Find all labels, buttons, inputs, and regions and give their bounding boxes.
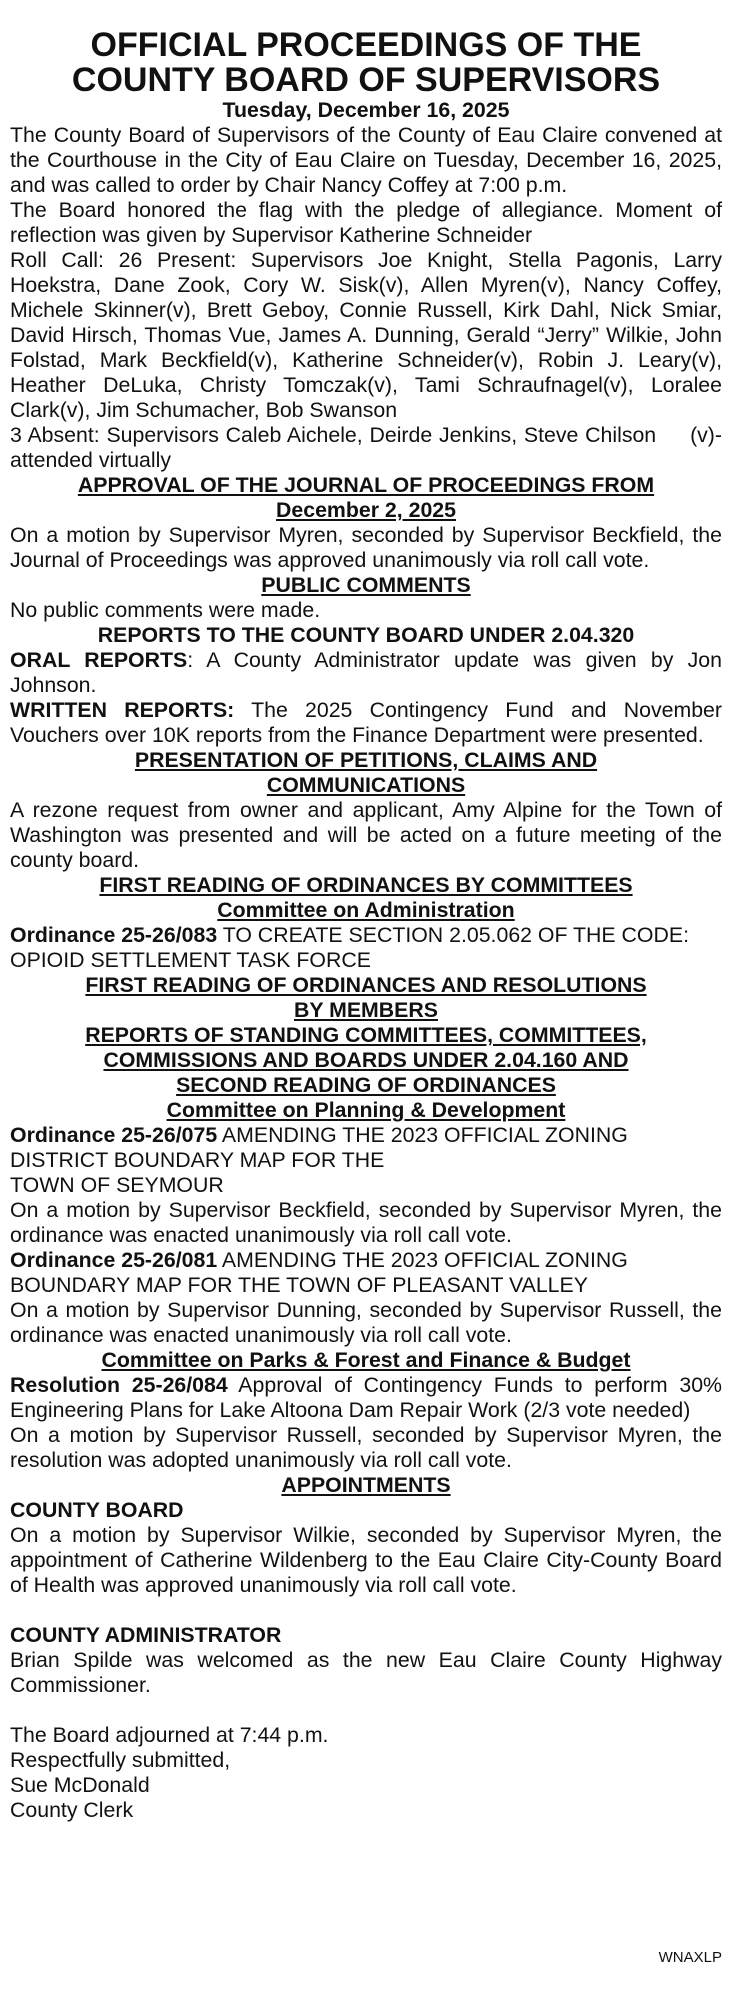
absent-paragraph [10, 423, 722, 473]
convene-paragraph: The County Board of Supervisors of the County of Eau Claire convened at the Courthouse in the City of Eau Claire on Tuesday, December 16, 2025, and was called to order by Chair Nancy Coffey at 7:00 p.m. [10, 123, 722, 197]
ordinance-083-text: TO CREATE SECTION 2.05.062 OF THE CODE: OPIOID SETTLEMENT TASK FORCE [10, 923, 689, 972]
resolution-084-motion: On a motion by Supervisor Russell, seconded by Supervisor Myren, the resolution was adopted unanimously via roll call vote. [10, 1423, 722, 1472]
county-administrator-subheading: COUNTY ADMINISTRATOR [10, 1623, 282, 1647]
ordinance-081-text: AMENDING THE 2023 OFFICIAL ZONING BOUNDARY MAP FOR THE TOWN OF PLEASANT VALLEY [10, 1248, 628, 1297]
reports-heading: REPORTS TO THE COUNTY BOARD UNDER 2.04.320 [97, 623, 635, 647]
first-reading-members-line-2: BY MEMBERS [294, 998, 438, 1022]
county-board-paragraph: On a motion by Supervisor Wilkie, seconded by Supervisor Myren, the appointment of Catherine Wildenberg to the Eau Claire City-County Board of Health was approved unanimously via roll call vote. [10, 1523, 722, 1597]
ordinance-083-number: Ordinance 25-26/083 [10, 923, 218, 947]
public-comments-heading: PUBLIC COMMENTS [261, 573, 471, 597]
county-board-subheading: COUNTY BOARD [10, 1498, 184, 1522]
petitions-paragraph: A rezone request from owner and applicant, Amy Alpine for the Town of Washington was presented and will be acted on a future meeting of the county board. [10, 798, 722, 872]
clerk-title: County Clerk [10, 1798, 134, 1822]
ordinance-083-paragraph [10, 923, 722, 973]
petitions-heading-line-2: COMMUNICATIONS [266, 773, 466, 797]
written-reports-text: The 2025 Contingency Fund and November Vouchers over 10K reports from the Finance Department were presented. [10, 698, 722, 747]
petitions-heading [10, 748, 722, 798]
adjourned-line: The Board adjourned at 7:44 p.m. [10, 1723, 329, 1747]
public-comments-paragraph: No public comments were made. [10, 598, 321, 622]
ordinance-075-paragraph [10, 1123, 722, 1198]
ordinance-081-number: Ordinance 25-26/081 [10, 1248, 218, 1272]
first-reading-members-line-1: FIRST READING OF ORDINANCES AND RESOLUTIONS [85, 973, 647, 997]
notice-title [10, 28, 722, 98]
committee-planning-heading: Committee on Planning & Development [166, 1098, 566, 1122]
resolution-084-text: Approval of Contingency Funds to perform 30% Engineering Plans for Lake Altoona Dam Repair Work (2/3 vote needed) [10, 1373, 722, 1422]
ordinance-081-motion: On a motion by Supervisor Dunning, seconded by Supervisor Russell, the ordinance was enacted unanimously via roll call vote. [10, 1298, 722, 1347]
spacer [10, 1598, 722, 1623]
county-administrator-paragraph: Brian Spilde was welcomed as the new Eau Claire County Highway Commissioner. [10, 1648, 722, 1697]
oral-reports-label: ORAL REPORTS [10, 648, 188, 672]
oral-reports-text: : A County Administrator update was given by Jon Johnson. [10, 648, 722, 697]
journal-heading-line-1: APPROVAL OF THE JOURNAL OF PROCEEDINGS FROM [77, 473, 655, 497]
absent-text: 3 Absent: Supervisors Caleb Aichele, Deirde Jenkins, Steve Chilson [10, 423, 657, 447]
ordinance-081-paragraph [10, 1248, 722, 1298]
resolution-084-number: Resolution 25-26/084 [10, 1373, 228, 1397]
journal-heading-line-2: December 2, 2025 [276, 498, 456, 522]
publication-code: WNAXLP [658, 1949, 722, 1966]
standing-committees-line-2: COMMISSIONS AND BOARDS UNDER 2.04.160 AND [103, 1048, 629, 1072]
spacer [10, 1698, 722, 1723]
respectfully-line: Respectfully submitted, [10, 1748, 231, 1772]
clerk-name: Sue McDonald [10, 1773, 150, 1797]
standing-committees-line-1: REPORTS OF STANDING COMMITTEES, COMMITTEES, [85, 1023, 647, 1047]
ordinance-075-text: AMENDING THE 2023 OFFICIAL ZONING DISTRICT BOUNDARY MAP FOR THE [10, 1123, 628, 1172]
written-reports-paragraph [10, 698, 722, 748]
ordinance-075-number: Ordinance 25-26/075 [10, 1123, 218, 1147]
title-line-2: COUNTY BOARD OF SUPERVISORS [71, 61, 661, 99]
appointments-heading: APPOINTMENTS [281, 1473, 451, 1497]
oral-reports-paragraph [10, 648, 722, 698]
pledge-paragraph: The Board honored the flag with the pledge of allegiance. Moment of reflection was given by Supervisor Katherine Schneider [10, 198, 722, 247]
committee-administration-heading: Committee on Administration [217, 898, 515, 922]
standing-committees-line-3: SECOND READING OF ORDINANCES [176, 1073, 556, 1097]
roll-call-paragraph: Roll Call: 26 Present: Supervisors Joe Knight, Stella Pagonis, Larry Hoekstra, Dane Zook, Cory W. Sisk(v), Allen Myren(v), Nancy Coffey, Michele Skinner(v), Brett Geboy, Connie Russell, Kirk Dahl, Nick Smiar, David Hirsch, Thomas Vue, James A. Dunning, Gerald “Jerry” Wilkie, John Folstad, Mark Beckfield(v), Katherine Schneider(v), Robin J. Leary(v), Heather DeLuka, Christy Tomczak(v), Tami Schraufnagel(v), Loralee Clark(v), Jim Schumacher, Bob Swanson [10, 248, 722, 422]
journal-paragraph: On a motion by Supervisor Myren, seconded by Supervisor Beckfield, the Journal of Proceedings was approved unanimously via roll call vote. [10, 523, 722, 572]
ordinance-075-motion: On a motion by Supervisor Beckfield, seconded by Supervisor Myren, the ordinance was enacted unanimously via roll call vote. [10, 1198, 722, 1247]
title-line-1: OFFICIAL PROCEEDINGS OF THE [90, 26, 642, 64]
journal-heading [10, 473, 722, 523]
first-reading-committees-heading: FIRST READING OF ORDINANCES BY COMMITTEES [99, 873, 633, 897]
first-reading-members-heading [10, 973, 722, 1023]
standing-committees-heading [10, 1023, 722, 1098]
written-reports-label: WRITTEN REPORTS: [10, 698, 235, 722]
committee-parks-heading: Committee on Parks & Forest and Finance & Budget [101, 1348, 631, 1372]
virtual-note: (v)-attended virtually [10, 423, 722, 472]
petitions-heading-line-1: PRESENTATION OF PETITIONS, CLAIMS AND [134, 748, 598, 772]
ordinance-075-town: TOWN OF SEYMOUR [10, 1173, 224, 1197]
resolution-084-paragraph [10, 1373, 722, 1423]
meeting-date: Tuesday, December 16, 2025 [222, 98, 510, 122]
